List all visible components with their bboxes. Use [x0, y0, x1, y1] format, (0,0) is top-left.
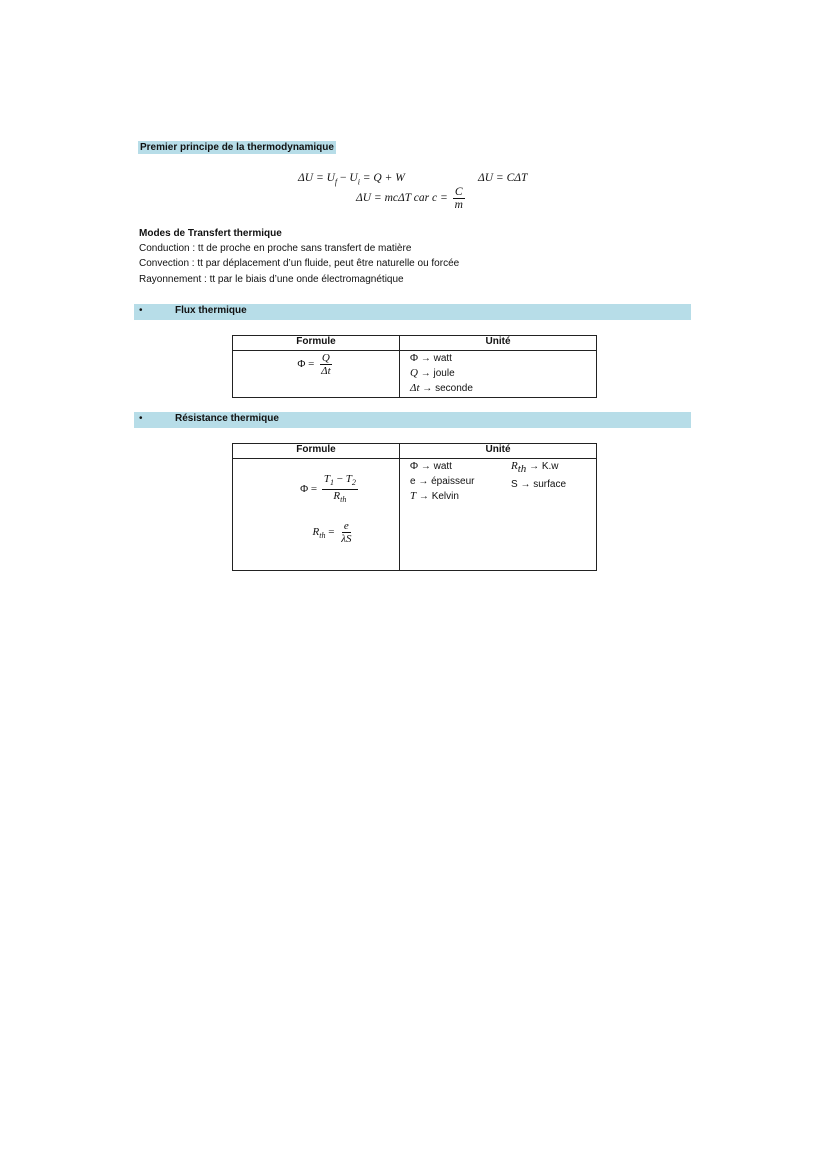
r-formula1-fraction [322, 473, 358, 506]
r-den: R [333, 490, 341, 503]
flux-header-unit: Unité [400, 336, 597, 351]
flux-formula-den: Δt [321, 365, 331, 377]
arrow-icon: → [526, 461, 542, 472]
unit-symbol: Q [410, 367, 418, 379]
r-formula2-num: e [343, 520, 349, 533]
unit-text: watt [433, 461, 452, 472]
unit-symbol: T [410, 490, 417, 502]
unit-text: joule [433, 368, 455, 379]
modes-title: Modes de Transfert thermique [139, 228, 282, 239]
unit-text: épaisseur [431, 476, 475, 487]
r-formula2-lhs: R [312, 526, 320, 539]
r-t2: T [345, 473, 352, 485]
flux-band [134, 304, 691, 320]
r-t1-sub: 1 [330, 478, 335, 488]
mode-conduction: Conduction : tt de proche en proche sans transfert de matière [139, 243, 412, 254]
unit-symbol: Δt [410, 382, 420, 394]
bullet-icon: • [139, 413, 143, 424]
unit-text: surface [533, 479, 567, 490]
unit-text: Kelvin [431, 491, 459, 502]
resistance-table [232, 443, 597, 571]
r-minus: − [334, 473, 346, 485]
flux-header-formula: Formule [233, 336, 400, 351]
arrow-icon: → [415, 476, 432, 487]
unit-symbol: Φ [410, 460, 419, 472]
resistance-formula-1 [261, 473, 399, 506]
section-title: Premier principe de la thermodynamique [140, 142, 334, 153]
eq-ui-sub: i [357, 177, 360, 187]
unit-text: K.w [541, 461, 559, 472]
arrow-icon: → [417, 368, 434, 379]
resistance-formula-2 [269, 520, 399, 545]
flux-unit-row [400, 366, 596, 381]
specific-den: m [454, 199, 463, 211]
arrow-icon: → [418, 353, 434, 364]
r-formula2-eq: = [325, 526, 335, 539]
res-unit-row [501, 477, 566, 492]
specific-lhs: ΔU = mcΔT car c = [356, 192, 448, 205]
mode-radiation: Rayonnement : tt par le biais d’une onde électromagnétique [139, 274, 404, 285]
flux-unit-row [400, 381, 596, 396]
mode-convection: Convection : tt par déplacement d’un fluide, peut être naturelle ou forcée [139, 258, 460, 269]
r-formula2-lhs-sub: th [319, 531, 326, 541]
r-den-sub: th [340, 495, 347, 505]
arrow-icon: → [419, 383, 436, 394]
flux-formula-fraction [319, 352, 333, 377]
arrow-icon: → [416, 491, 432, 502]
r-t1: T [323, 473, 331, 485]
eq-uf-sub: f [334, 177, 338, 187]
first-law-equation [298, 172, 405, 186]
resistance-band [134, 412, 691, 428]
resistance-header-formula: Formule [233, 444, 400, 459]
r-t2-sub: 2 [351, 478, 356, 488]
unit-text: seconde [435, 383, 473, 394]
arrow-icon: → [418, 461, 434, 472]
specific-fraction [453, 186, 465, 211]
r-formula1-lhs: Φ = [300, 483, 318, 496]
eq-equals: = [315, 172, 324, 184]
resistance-title: Résistance thermique [175, 413, 279, 424]
flux-formula-num: Q [321, 352, 330, 364]
bullet-icon: • [139, 305, 143, 316]
unit-symbol: R [511, 460, 518, 472]
eq-ui: U [349, 172, 358, 184]
unit-symbol-sub: th [517, 463, 527, 475]
resistance-units-cell [400, 459, 597, 571]
r-formula2-den: λS [341, 533, 352, 546]
resistance-header-unit: Unité [400, 444, 597, 459]
res-unit-row [400, 489, 474, 504]
flux-formula-cell [233, 351, 400, 398]
unit-symbol: S [511, 479, 518, 490]
r-formula1-num [322, 473, 358, 490]
eq-rhs: = Q + W [362, 172, 405, 184]
resistance-formula-cell [233, 459, 400, 571]
specific-num: C [454, 186, 463, 198]
unit-symbol: e [410, 476, 416, 487]
unit-symbol: Φ [410, 352, 419, 364]
units-right-column [501, 459, 566, 492]
r-formula1-den [331, 490, 348, 506]
arrow-icon: → [517, 479, 534, 490]
flux-formula-lhs: Φ = [297, 358, 315, 371]
unit-text: watt [433, 353, 452, 364]
capacity-equation: ΔU = CΔT [478, 172, 528, 184]
res-unit-row [501, 459, 566, 477]
eq-minus: − [340, 172, 347, 184]
flux-unit-row [400, 351, 596, 366]
flux-units-cell [400, 351, 597, 398]
r-formula2-fraction [339, 520, 353, 545]
res-unit-row [400, 459, 474, 474]
flux-table [232, 335, 597, 398]
flux-title: Flux thermique [175, 305, 247, 316]
res-unit-row [400, 474, 474, 489]
units-left-column [400, 459, 474, 504]
eq-delta-u: ΔU [298, 172, 314, 184]
eq-uf: U [326, 172, 335, 184]
specific-heat-equation [356, 186, 467, 211]
